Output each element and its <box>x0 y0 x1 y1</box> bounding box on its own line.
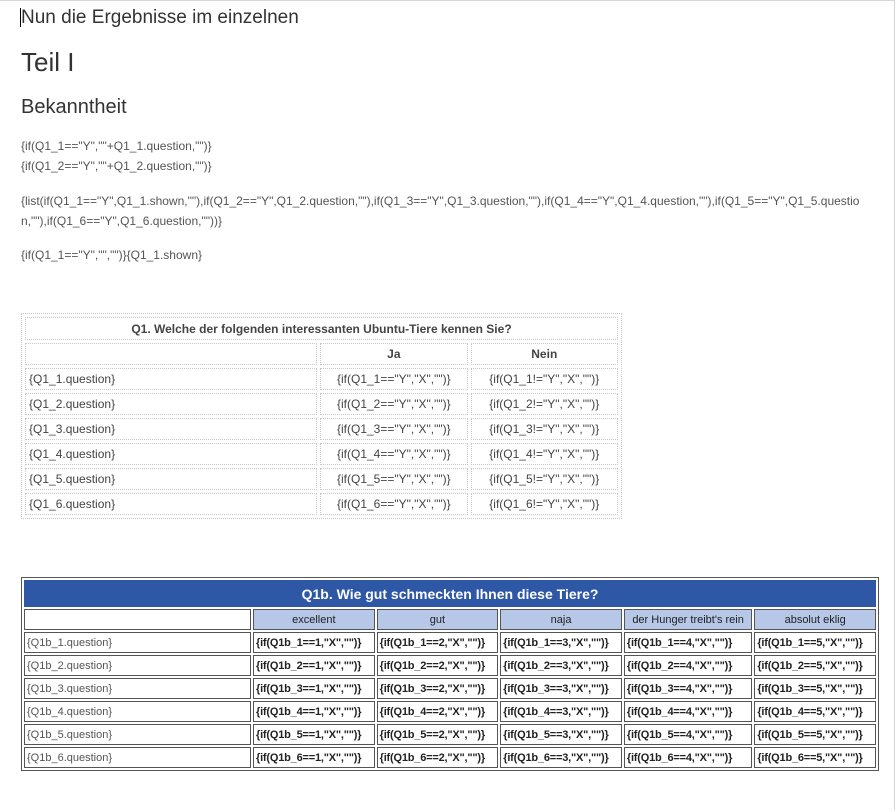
q1b-question-cell: {Q1b_1.question} <box>24 632 251 653</box>
q1-results-table <box>21 313 622 519</box>
intro-heading: Nun die Ergebnisse im einzelnen <box>21 7 299 28</box>
q1-nein-cell: {if(Q1_6!="Y","X","")} <box>471 493 618 515</box>
q1-ja-cell: {if(Q1_5=="Y","X","")} <box>320 468 467 490</box>
q1b-value-cell: {if(Q1b_1==2,"X","")} <box>377 632 499 653</box>
table-row <box>25 368 618 390</box>
q1b-value-cell: {if(Q1b_1==3,"X","")} <box>500 632 622 653</box>
part-heading: Teil I <box>21 47 75 77</box>
expression-line: {if(Q1_1=="Y","","")}{Q1_1.shown} <box>21 248 203 262</box>
q1b-value-cell: {if(Q1b_3==4,"X","")} <box>624 678 752 699</box>
q1b-value-cell: {if(Q1b_4==3,"X","")} <box>500 701 622 722</box>
q1b-value-cell: {if(Q1b_5==2,"X","")} <box>377 724 499 745</box>
q1b-value-cell: {if(Q1b_6==3,"X","")} <box>500 747 622 768</box>
q1-question-cell: {Q1_4.question} <box>25 443 317 465</box>
q1-ja-cell: {if(Q1_3=="Y","X","")} <box>320 418 467 440</box>
q1-table-caption: Q1. Welche der folgenden interessanten Ubuntu-Tiere kennen Sie? <box>25 317 618 340</box>
q1b-value-cell: {if(Q1b_2==3,"X","")} <box>500 655 622 676</box>
section-heading: Bekanntheit <box>21 96 127 118</box>
q1-nein-cell: {if(Q1_3!="Y","X","")} <box>471 418 618 440</box>
q1-nein-cell: {if(Q1_4!="Y","X","")} <box>471 443 618 465</box>
q1-ja-cell: {if(Q1_4=="Y","X","")} <box>320 443 467 465</box>
q1b-value-cell: {if(Q1b_6==5,"X","")} <box>754 747 876 768</box>
q1-question-cell: {Q1_6.question} <box>25 493 317 515</box>
q1b-value-cell: {if(Q1b_2==4,"X","")} <box>624 655 752 676</box>
q1b-value-cell: {if(Q1b_3==1,"X","")} <box>253 678 375 699</box>
q1b-header-hunger: der Hunger treibt's rein <box>624 609 752 630</box>
table-row <box>24 678 876 699</box>
q1b-question-cell: {Q1b_6.question} <box>24 747 251 768</box>
q1b-value-cell: {if(Q1b_4==2,"X","")} <box>377 701 499 722</box>
q1b-header-naja: naja <box>500 609 622 630</box>
table-row <box>24 655 876 676</box>
table-row <box>24 632 876 653</box>
q1b-table-caption: Q1b. Wie gut schmeckten Ihnen diese Tiere? <box>24 580 876 607</box>
q1-ja-cell: {if(Q1_1=="Y","X","")} <box>320 368 467 390</box>
q1-header-empty <box>25 343 317 365</box>
q1b-value-cell: {if(Q1b_4==1,"X","")} <box>253 701 375 722</box>
q1b-value-cell: {if(Q1b_6==2,"X","")} <box>377 747 499 768</box>
q1b-value-cell: {if(Q1b_3==5,"X","")} <box>754 678 876 699</box>
expression-list: {list(if(Q1_1=="Y",Q1_1.shown,""),if(Q1_2=="Y",Q1_2.question,""),if(Q1_3=="Y",Q1_3.question,""),if(Q1_4=="Y",Q1_4.question,""),if(Q1_5=="Y",Q1_5.question,""),if(Q1_6=="Y",Q1_6.question,""))} <box>21 194 860 228</box>
q1b-value-cell: {if(Q1b_2==5,"X","")} <box>754 655 876 676</box>
q1b-value-cell: {if(Q1b_1==4,"X","")} <box>624 632 752 653</box>
q1-header-nein: Nein <box>471 343 618 365</box>
q1-ja-cell: {if(Q1_6=="Y","X","")} <box>320 493 467 515</box>
q1-nein-cell: {if(Q1_5!="Y","X","")} <box>471 468 618 490</box>
q1-question-cell: {Q1_3.question} <box>25 418 317 440</box>
table-row <box>24 747 876 768</box>
table-row <box>25 468 618 490</box>
q1b-value-cell: {if(Q1b_2==1,"X","")} <box>253 655 375 676</box>
q1b-value-cell: {if(Q1b_3==3,"X","")} <box>500 678 622 699</box>
q1b-value-cell: {if(Q1b_4==4,"X","")} <box>624 701 752 722</box>
q1b-question-cell: {Q1b_3.question} <box>24 678 251 699</box>
q1b-header-gut: gut <box>377 609 499 630</box>
q1b-value-cell: {if(Q1b_5==5,"X","")} <box>754 724 876 745</box>
q1b-question-cell: {Q1b_5.question} <box>24 724 251 745</box>
q1b-question-cell: {Q1b_4.question} <box>24 701 251 722</box>
table-row <box>25 443 618 465</box>
q1b-header-eklig: absolut eklig <box>754 609 876 630</box>
expression-line: {if(Q1_1=="Y",""+Q1_1.question,"")} <box>21 139 212 153</box>
q1-question-cell: {Q1_5.question} <box>25 468 317 490</box>
q1-header-ja: Ja <box>320 343 467 365</box>
q1-ja-cell: {if(Q1_2=="Y","X","")} <box>320 393 467 415</box>
q1b-value-cell: {if(Q1b_5==3,"X","")} <box>500 724 622 745</box>
q1b-value-cell: {if(Q1b_1==1,"X","")} <box>253 632 375 653</box>
q1b-value-cell: {if(Q1b_6==4,"X","")} <box>624 747 752 768</box>
table-row <box>25 393 618 415</box>
expression-line: {if(Q1_2=="Y",""+Q1_2.question,"")} <box>21 159 212 173</box>
q1b-value-cell: {if(Q1b_1==5,"X","")} <box>754 632 876 653</box>
q1b-value-cell: {if(Q1b_5==4,"X","")} <box>624 724 752 745</box>
q1-nein-cell: {if(Q1_1!="Y","X","")} <box>471 368 618 390</box>
q1b-value-cell: {if(Q1b_5==1,"X","")} <box>253 724 375 745</box>
q1b-question-cell: {Q1b_2.question} <box>24 655 251 676</box>
q1b-results-table <box>21 577 879 771</box>
q1b-value-cell: {if(Q1b_3==2,"X","")} <box>377 678 499 699</box>
q1b-value-cell: {if(Q1b_2==2,"X","")} <box>377 655 499 676</box>
table-row <box>24 701 876 722</box>
table-row <box>25 418 618 440</box>
q1b-value-cell: {if(Q1b_4==5,"X","")} <box>754 701 876 722</box>
q1b-value-cell: {if(Q1b_6==1,"X","")} <box>253 747 375 768</box>
table-row <box>25 493 618 515</box>
q1b-header-empty <box>24 609 251 630</box>
q1-question-cell: {Q1_2.question} <box>25 393 317 415</box>
q1b-header-excellent: excellent <box>253 609 375 630</box>
q1-nein-cell: {if(Q1_2!="Y","X","")} <box>471 393 618 415</box>
table-row <box>24 724 876 745</box>
q1-question-cell: {Q1_1.question} <box>25 368 317 390</box>
